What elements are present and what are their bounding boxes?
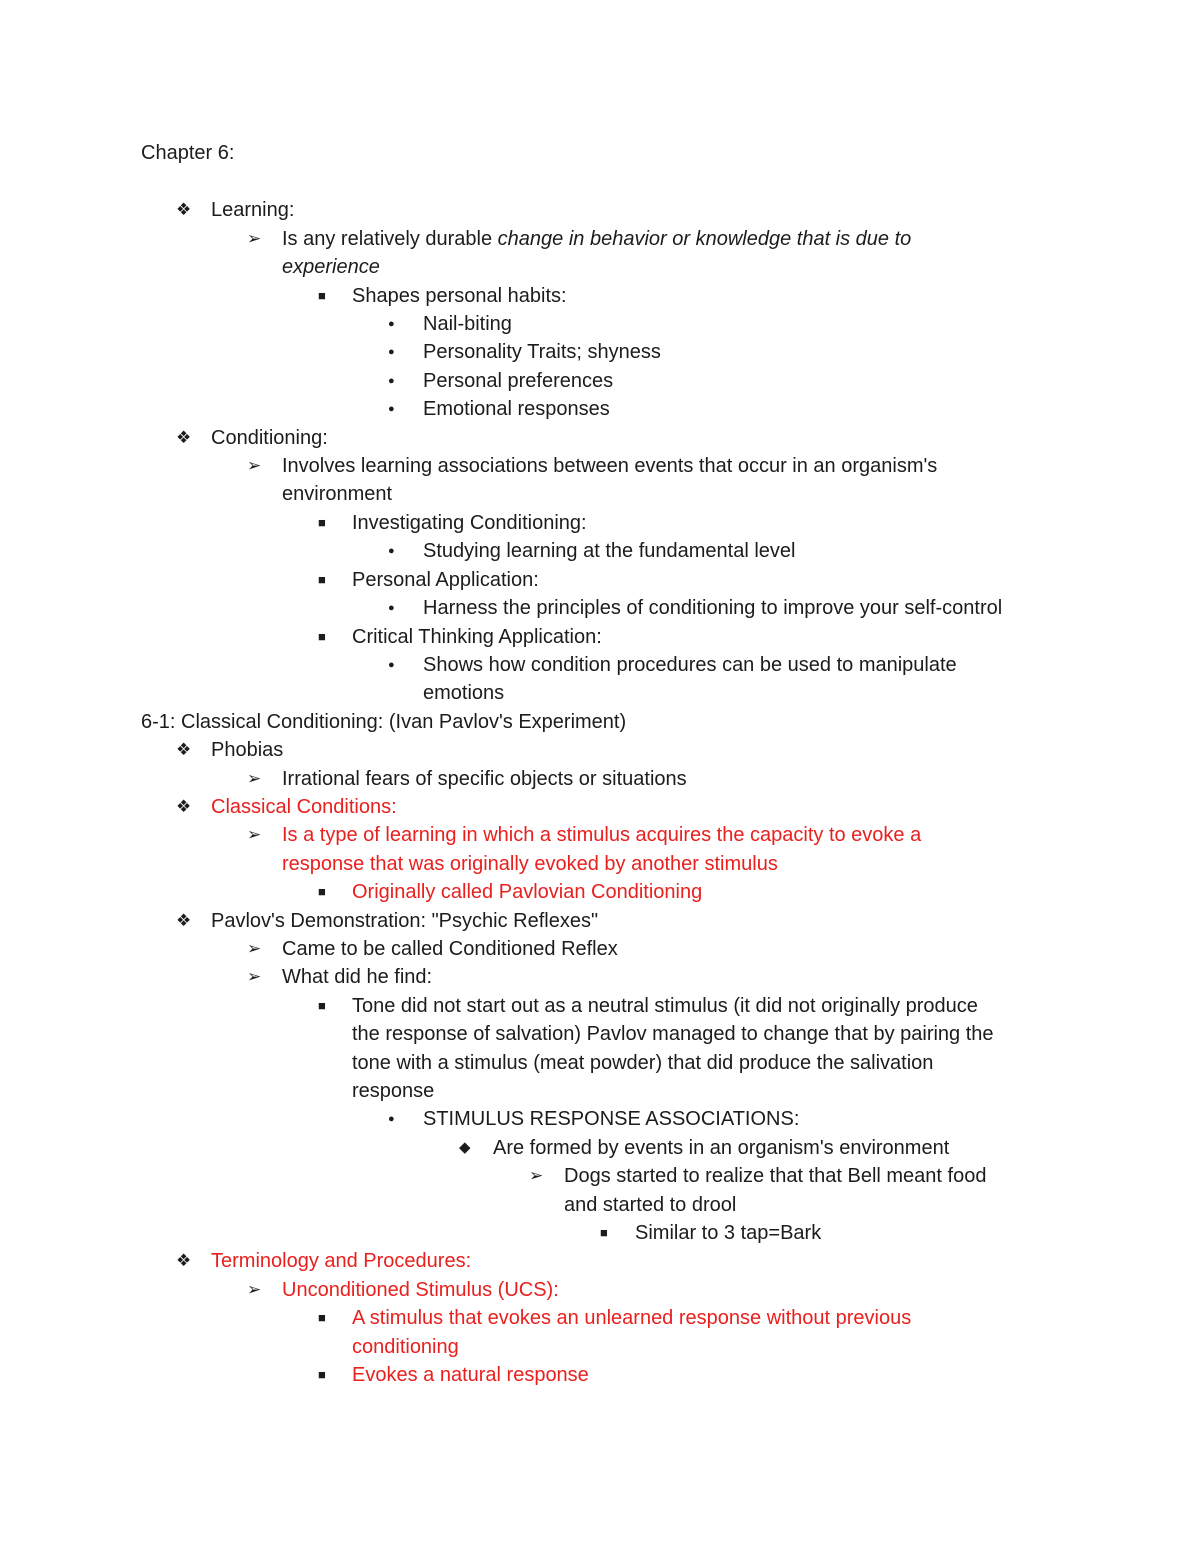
terminology-heading: Terminology and Procedures: xyxy=(211,1250,472,1273)
conditioning-heading: Conditioning: xyxy=(211,426,328,449)
diamond-bullet-icon: ❖ xyxy=(176,796,192,816)
list-item-continuation xyxy=(141,1049,1061,1077)
personal-text: Harness the principles of conditioning to improve your self-control xyxy=(423,597,1003,620)
list-item-continuation xyxy=(141,1077,1061,1105)
habit-text: Personality Traits; shyness xyxy=(423,341,661,364)
arrow-bullet-icon: ➢ xyxy=(247,228,262,248)
tone-text-cont: response xyxy=(352,1080,435,1102)
dot-bullet-icon: ● xyxy=(388,602,395,615)
spacer xyxy=(141,167,1061,196)
list-item-investigating xyxy=(141,509,1061,537)
list-item-habit xyxy=(141,395,1061,423)
arrow-bullet-icon: ➢ xyxy=(247,768,262,788)
list-item-sra xyxy=(141,1105,1061,1133)
chapter-title: Chapter 6: xyxy=(141,142,235,164)
list-item-continuation xyxy=(141,850,1061,878)
similar-text: Similar to 3 tap=Bark xyxy=(635,1222,822,1245)
phobias-text: Irrational fears of specific objects or situations xyxy=(282,767,687,790)
phobias-heading: Phobias xyxy=(211,739,284,762)
dot-bullet-icon: ● xyxy=(388,1113,395,1126)
list-item-habit xyxy=(141,310,1061,338)
square-bullet-icon: ■ xyxy=(600,1225,608,1241)
dogs-text: Dogs started to realize that that Bell meant food xyxy=(564,1165,987,1188)
diamond-bullet-icon: ❖ xyxy=(176,910,192,930)
list-item-habit xyxy=(141,367,1061,395)
diamond-bullet-icon: ❖ xyxy=(176,200,192,220)
list-item-pavlov-detail xyxy=(141,935,1061,963)
list-item-phobias xyxy=(141,736,1061,764)
list-item-investigating-detail xyxy=(141,537,1061,565)
arrow-bullet-icon: ➢ xyxy=(247,1279,262,1299)
investigating-text: Studying learning at the fundamental level xyxy=(423,540,796,563)
dot-bullet-icon: ● xyxy=(388,658,395,671)
learning-def-italic-cont: experience xyxy=(282,256,380,279)
habit-text: Nail-biting xyxy=(423,313,512,336)
learning-heading: Learning: xyxy=(211,199,295,222)
classical-sub-text: Originally called Pavlovian Conditioning xyxy=(352,881,703,904)
diamond-bullet-icon: ❖ xyxy=(176,740,192,760)
classical-def-cont: response that was originally evoked by another stimulus xyxy=(282,852,778,875)
square-bullet-icon: ■ xyxy=(318,287,326,303)
square-bullet-icon: ■ xyxy=(318,628,326,644)
list-item-continuation xyxy=(141,1020,1061,1048)
small-diamond-bullet-icon: ◆ xyxy=(459,1138,471,1156)
dot-bullet-icon: ● xyxy=(388,545,395,558)
pavlov-heading: Pavlov's Demonstration: "Psychic Reflexes" xyxy=(211,909,599,932)
arrow-bullet-icon: ➢ xyxy=(247,967,262,987)
list-item-critical xyxy=(141,623,1061,651)
diamond-bullet-icon: ❖ xyxy=(176,427,192,447)
critical-heading: Critical Thinking Application: xyxy=(352,625,602,648)
square-bullet-icon: ■ xyxy=(318,1310,326,1326)
list-item-ucs-definition xyxy=(141,1304,1061,1332)
list-item-personal xyxy=(141,566,1061,594)
list-item-classical-sub xyxy=(141,878,1061,906)
list-item-similar xyxy=(141,1219,1061,1247)
habit-text: Emotional responses xyxy=(423,398,610,421)
learning-def-italic: change in behavior or knowledge that is due to xyxy=(497,227,912,250)
list-item-learning-definition xyxy=(141,225,1061,253)
ucs-heading: Unconditioned Stimulus (UCS): xyxy=(282,1278,559,1301)
classical-heading: Classical Conditions: xyxy=(211,795,397,818)
pavlov-text: Came to be called Conditioned Reflex xyxy=(282,937,618,960)
square-bullet-icon: ■ xyxy=(318,514,326,530)
habit-text: Personal preferences xyxy=(423,369,614,392)
arrow-bullet-icon: ➢ xyxy=(247,456,262,476)
conditioning-def-cont: environment xyxy=(282,483,393,506)
critical-text-cont: emotions xyxy=(423,682,505,705)
list-item-continuation xyxy=(141,1333,1061,1361)
list-item-classical-definition xyxy=(141,821,1061,849)
pavlov-text: What did he find: xyxy=(282,966,433,989)
critical-text: Shows how condition procedures can be used to manipulate xyxy=(423,653,957,676)
habits-heading: Shapes personal habits: xyxy=(352,284,567,307)
list-item-habits xyxy=(141,282,1061,310)
list-item-continuation xyxy=(141,1191,1061,1219)
document-page xyxy=(141,139,1061,1389)
list-item-tone xyxy=(141,992,1061,1020)
square-bullet-icon: ■ xyxy=(318,571,326,587)
ucs-def-cont: conditioning xyxy=(352,1335,459,1358)
sra-heading: STIMULUS RESPONSE ASSOCIATIONS: xyxy=(423,1108,800,1131)
investigating-heading: Investigating Conditioning: xyxy=(352,511,587,534)
learning-def-plain: Is any relatively durable xyxy=(282,227,498,250)
tone-text: Tone did not start out as a neutral stimulus (it did not originally produce xyxy=(352,994,978,1017)
list-item-conditioning xyxy=(141,424,1061,452)
square-bullet-icon: ■ xyxy=(318,997,326,1013)
list-item-pavlov-detail xyxy=(141,963,1061,991)
list-item-ucs-detail xyxy=(141,1361,1061,1389)
dot-bullet-icon: ● xyxy=(388,346,395,359)
conditioning-def: Involves learning associations between events that occur in an organism's xyxy=(282,455,938,478)
list-item-continuation xyxy=(141,679,1061,707)
dot-bullet-icon: ● xyxy=(388,374,395,387)
dot-bullet-icon: ● xyxy=(388,318,395,331)
tone-text-cont: the response of salvation) Pavlov managed to change that by pairing the xyxy=(352,1023,994,1046)
list-item-classical xyxy=(141,793,1061,821)
square-bullet-icon: ■ xyxy=(318,884,326,900)
section-heading: 6-1: Classical Conditioning: (Ivan Pavlov's Experiment) xyxy=(141,710,627,733)
list-item-sra-detail xyxy=(141,1134,1061,1162)
list-item-continuation xyxy=(141,480,1061,508)
personal-heading: Personal Application: xyxy=(352,568,539,591)
dot-bullet-icon: ● xyxy=(388,403,395,416)
list-item-learning xyxy=(141,196,1061,224)
list-item-ucs xyxy=(141,1276,1061,1304)
arrow-bullet-icon: ➢ xyxy=(247,825,262,845)
list-item-continuation xyxy=(141,253,1061,281)
list-item-phobias-detail xyxy=(141,765,1061,793)
list-item-personal-detail xyxy=(141,594,1061,622)
ucs-item-text: Evokes a natural response xyxy=(352,1364,589,1387)
arrow-bullet-icon: ➢ xyxy=(529,1166,544,1186)
dogs-text-cont: and started to drool xyxy=(564,1193,737,1216)
arrow-bullet-icon: ➢ xyxy=(247,938,262,958)
square-bullet-icon: ■ xyxy=(318,1367,326,1383)
list-item-pavlov xyxy=(141,907,1061,935)
classical-def: Is a type of learning in which a stimulus acquires the capacity to evoke a xyxy=(282,824,922,847)
list-item-terminology xyxy=(141,1247,1061,1275)
diamond-bullet-icon: ❖ xyxy=(176,1251,192,1271)
list-item-dogs xyxy=(141,1162,1061,1190)
list-item-critical-detail xyxy=(141,651,1061,679)
list-item-habit xyxy=(141,338,1061,366)
list-item-conditioning-definition xyxy=(141,452,1061,480)
ucs-def: A stimulus that evokes an unlearned response without previous xyxy=(352,1307,912,1330)
sra-text: Are formed by events in an organism's environment xyxy=(493,1136,950,1159)
tone-text-cont: tone with a stimulus (meat powder) that did produce the salivation xyxy=(352,1051,934,1074)
